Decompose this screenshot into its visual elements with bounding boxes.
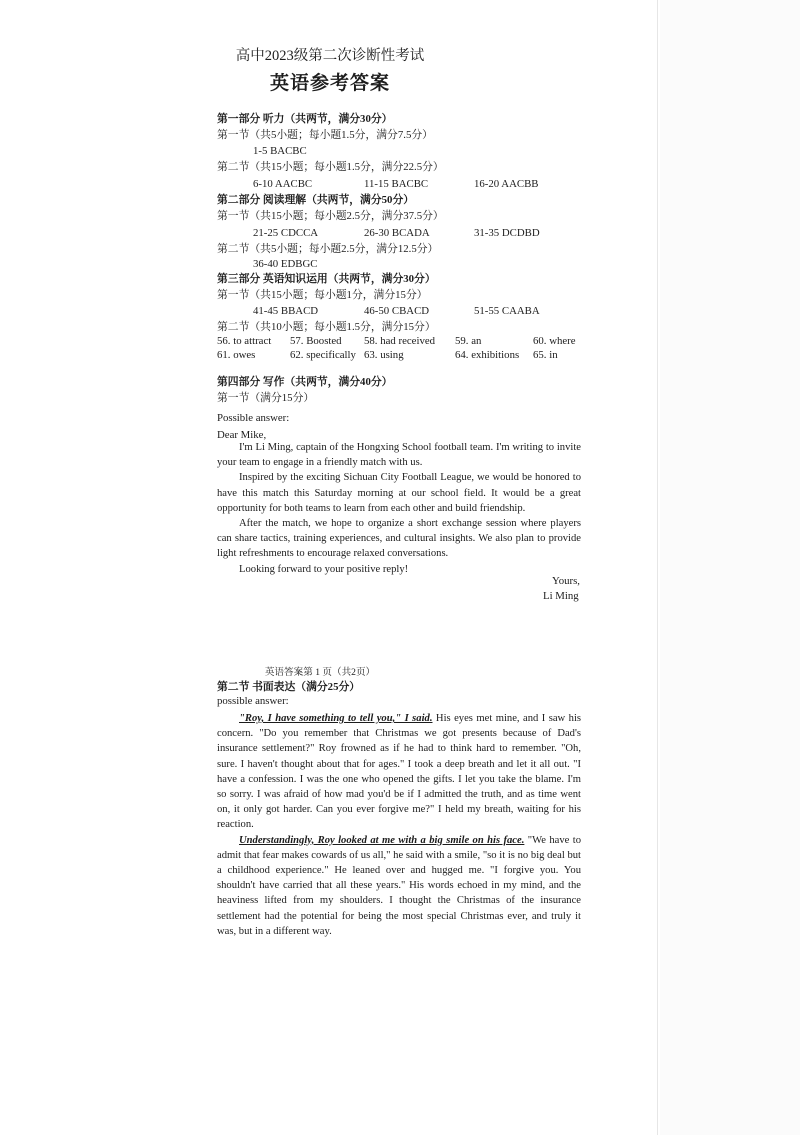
part2-sec2-answers: 36-40 EDBGC [253, 258, 318, 270]
part2-sec1: 第一节（共15小题；每小题2.5分，满分37.5分） [217, 210, 444, 222]
story-lead-sentence-1: "Roy, I have something to tell you," I said. [239, 713, 433, 724]
part1-sec1-answers: 1-5 BACBC [253, 145, 307, 157]
answer-65: 65. in [533, 349, 558, 361]
part4-heading: 第四部分 写作（共两节，满分40分） [217, 376, 393, 388]
part3-sec1-answer-3: 51-55 CAABA [474, 305, 540, 317]
answer-62: 62. specifically [290, 349, 356, 361]
answer-61: 61. owes [217, 349, 256, 361]
answer-58: 58. had received [364, 335, 436, 347]
letter-paragraph: After the match, we hope to organize a short exchange session where players can share tactics, training experiences, and cultural insights. We also plan to provide light refreshments to encourage relaxed conversations. [217, 518, 581, 560]
answer-57: 57. Boosted [290, 335, 342, 347]
part3-sec1: 第一节（共15小题；每小题1分，满分15分） [217, 289, 428, 301]
part2-sec2: 第二节（共5小题；每小题2.5分，满分12.5分） [217, 243, 439, 255]
part4-sec1: 第一节（满分15分） [217, 392, 315, 404]
part3-sec2: 第二节（共10小题；每小题1.5分，满分15分） [217, 321, 436, 333]
part3-sec1-answer-1: 41-45 BBACD [253, 305, 319, 317]
letter-closing: Yours, [552, 575, 581, 587]
answer-64: 64. exhibitions [455, 349, 520, 361]
part2-sec1-answer-2: 26-30 BCADA [364, 227, 430, 239]
answer-title: 英语参考答案 [269, 73, 390, 94]
part2-sec1-answer-3: 31-35 DCDBD [474, 227, 540, 239]
part1-sec2-answer-3: 16-20 AACBB [474, 178, 539, 190]
page-edge [657, 0, 658, 1135]
part2-heading: 第二部分 阅读理解（共两节，满分50分） [217, 194, 415, 206]
part1-sec2: 第二节（共15小题；每小题1.5分，满分22.5分） [217, 161, 444, 173]
story-paragraph-1 [217, 711, 581, 833]
part4-sec2-possible: possible answer: [217, 695, 289, 707]
story-body [217, 711, 581, 939]
possible-answer-label: Possible answer: [217, 412, 290, 424]
answer-60: 60. where [533, 335, 576, 347]
letter-paragraph: I'm Li Ming, captain of the Hongxing School football team. I'm writing to invite your team to engage in a friendly match with us. [217, 442, 581, 469]
exam-title: 高中2023级第二次诊断性考试 [235, 48, 425, 64]
letter-signature: Li Ming [543, 590, 579, 602]
letter-paragraph: Inspired by the exciting Sichuan City Football League, we would be honored to have this match this Saturday morning at our school field. It would be a great opportunity for both teams to learn from each other and build friendship. [217, 472, 581, 514]
answer-56: 56. to attract [217, 335, 272, 347]
story-lead-sentence-2: Understandingly, Roy looked at me with a big smile on his face. [239, 834, 525, 846]
part3-sec1-answer-2: 46-50 CBACD [364, 305, 430, 317]
part1-sec1: 第一节（共5小题；每小题1.5分，满分7.5分） [217, 129, 433, 141]
answer-59: 59. an [455, 335, 482, 347]
part1-sec2-answer-2: 11-15 BACBC [364, 178, 429, 190]
page-footer: 英语答案第 1 页（共2页） [264, 667, 376, 678]
part2-sec1-answer-1: 21-25 CDCCA [253, 227, 319, 239]
story-text-2: "We have to admit that fear makes cowards of us all," he said with a smile, "so it is no big deal but a childhood experience." He leaned over and hugged me. "I forgive you. You shouldn't have carried that all these years." His words echoed in my mind, and the heaviness lifted from my shoulders. I thought the Christmas of the insurance settlement had the potential for being the most special Christmas ever, and truly it was, but in a different way. [217, 834, 581, 937]
part1-sec2-answer-1: 6-10 AACBC [253, 178, 313, 190]
letter-body [217, 440, 581, 577]
part4-sec2-heading: 第二节 书面表达（满分25分） [217, 681, 361, 693]
letter-paragraph: Looking forward to your positive reply! [239, 563, 409, 575]
part1-heading: 第一部分 听力（共两节，满分30分） [217, 113, 393, 125]
story-paragraph-2 [217, 833, 581, 939]
answer-63: 63. using [364, 349, 404, 361]
story-text-1: His eyes met mine, and I saw his concern. "Do you remember that Christmas we got presents because of Dad's insurance settlement?" Roy frowned as if he had to think hard to remember. "Oh, sure. I haven't thought about that for ages." I took a deep breath and let it all out. "I have a confession. I was the one who opened the gifts. I let you take the blame. I'm so sorry. I was afraid of how mad you'd be if I admitted the truth, and as time went on, it only got harder. Can you ever forgive me?" I held my breath, waiting for his reaction. [217, 713, 582, 831]
letter-greeting: Dear Mike, [217, 429, 267, 441]
part3-heading: 第三部分 英语知识运用（共两节，满分30分） [217, 273, 436, 285]
